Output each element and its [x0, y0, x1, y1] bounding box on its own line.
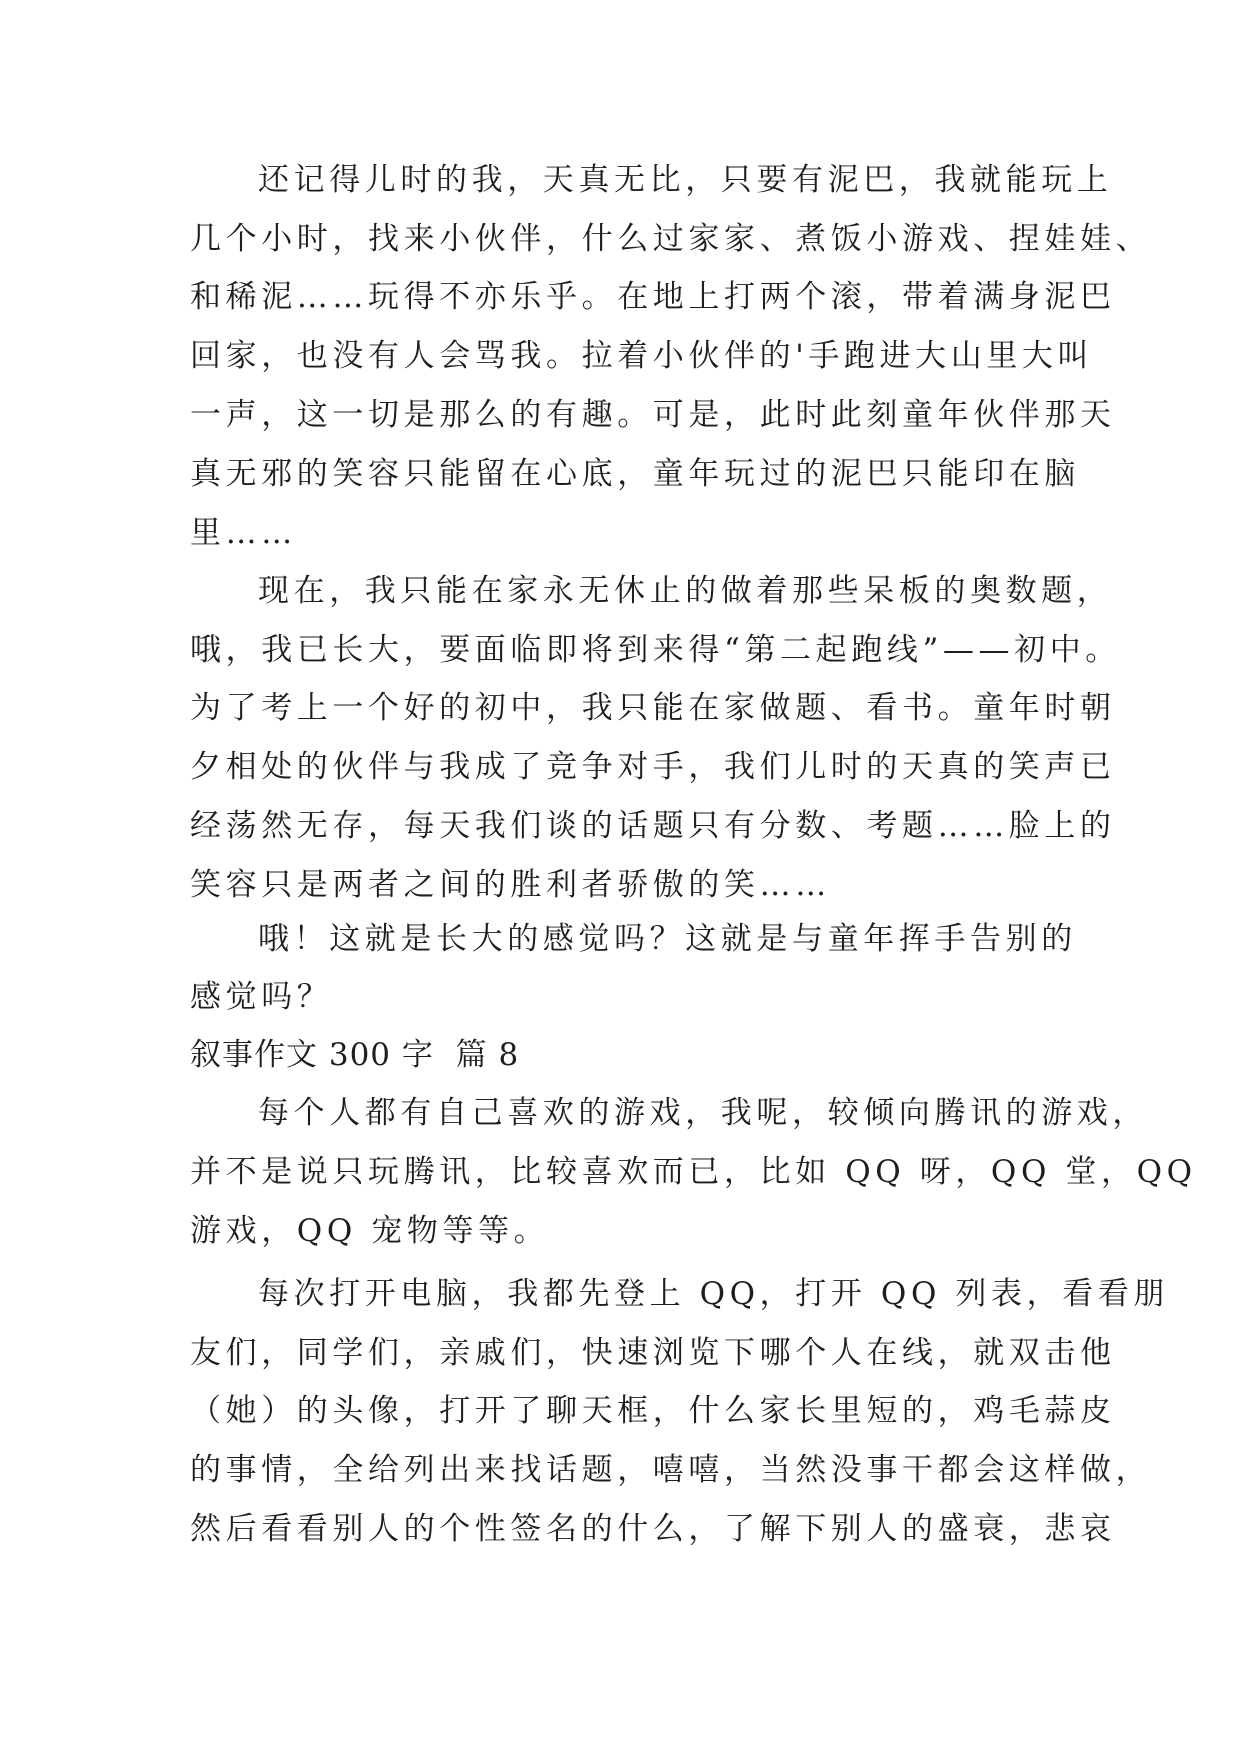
text-line: 每次打开电脑，我都先登上 QQ，打开 QQ 列表，看看朋: [258, 1276, 1170, 1312]
text-line: 哦，我已长大，要面临即将到来得“第二起跑线”——初中。: [190, 632, 1121, 668]
text-line: 的事情，全给列出来找话题，嘻嘻，当然没事干都会这样做，: [190, 1452, 1152, 1488]
text-line: 一声，这一切是那么的有趣。可是，此时此刻童年伙伴那天: [190, 397, 1116, 433]
text-line: 里……: [190, 515, 297, 551]
text-line: 然后看看别人的个性签名的什么，了解下别人的盛衰，悲哀: [190, 1511, 1116, 1547]
text-line: 友们，同学们，亲戚们，快速浏览下哪个人在线，就双击他: [190, 1335, 1116, 1371]
text-line: 几个小时，找来小伙伴，什么过家家、煮饭小游戏、捏娃娃、: [190, 221, 1152, 257]
text-line: 并不是说只玩腾讯，比较喜欢而已，比如 QQ 呀，QQ 堂，QQ: [190, 1154, 1197, 1190]
text-line: 为了考上一个好的初中，我只能在家做题、看书。童年时朝: [190, 690, 1116, 726]
text-line: （她）的头像，打开了聊天框，什么家长里短的，鸡毛蒜皮: [190, 1393, 1116, 1429]
section-heading: 叙事作文 300 字 篇 8: [190, 1037, 520, 1073]
text-line: 笑容只是两者之间的胜利者骄傲的笑……: [190, 867, 831, 903]
text-line: 哦！这就是长大的感觉吗？这就是与童年挥手告别的: [258, 921, 1077, 957]
text-line: 现在，我只能在家永无休止的做着那些呆板的奥数题，: [258, 573, 1113, 609]
text-line: 每个人都有自己喜欢的游戏，我呢，较倾向腾讯的游戏，: [258, 1095, 1148, 1131]
text-line: 夕相处的伙伴与我成了竞争对手，我们儿时的天真的笑声已: [190, 749, 1116, 785]
text-line: 真无邪的笑容只能留在心底，童年玩过的泥巴只能印在脑: [190, 456, 1080, 492]
text-line: 感觉吗？: [190, 979, 333, 1015]
text-line: 经荡然无存，每天我们谈的话题只有分数、考题……脸上的: [190, 808, 1116, 844]
text-line: 和稀泥……玩得不亦乐乎。在地上打两个滚，带着满身泥巴: [190, 279, 1116, 315]
text-line: 回家，也没有人会骂我。拉着小伙伴的'手跑进大山里大叫: [190, 338, 1094, 374]
text-line: 还记得儿时的我，天真无比，只要有泥巴，我就能玩上: [258, 162, 1113, 198]
text-line: 游戏，QQ 宠物等等。: [190, 1213, 550, 1249]
